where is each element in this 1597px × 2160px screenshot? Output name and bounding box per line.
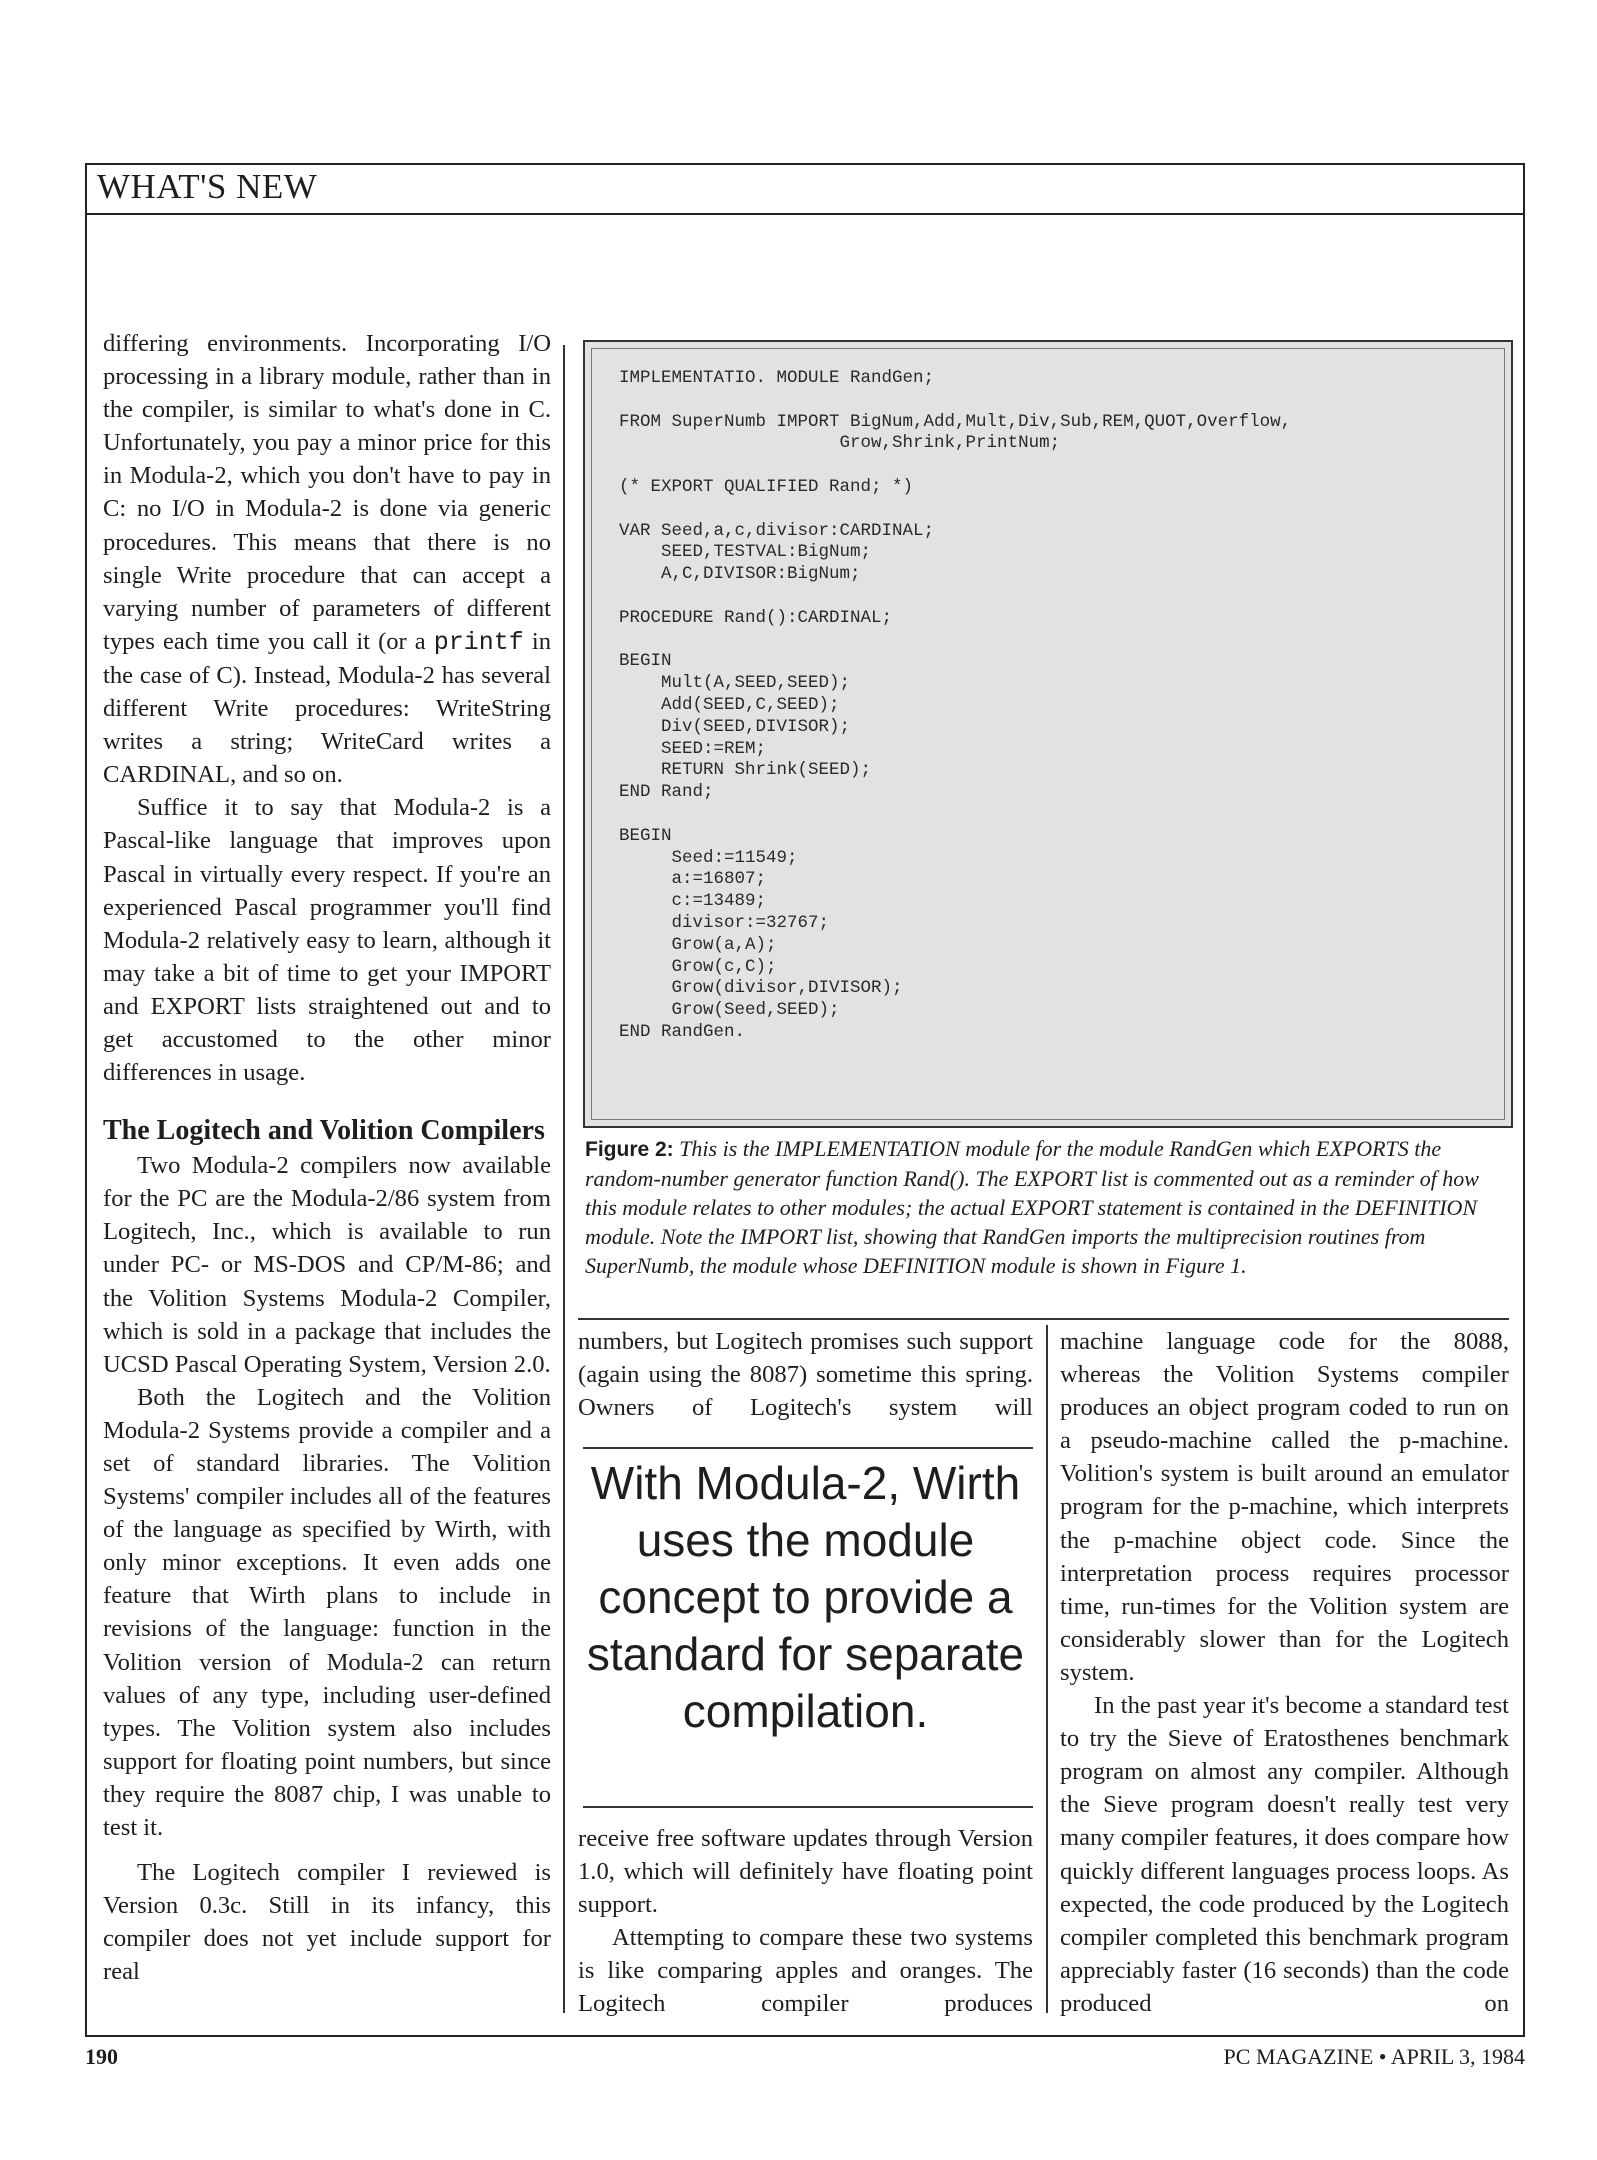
- pullquote-bottom-rule: [583, 1806, 1033, 1808]
- section-title: WHAT'S NEW: [97, 167, 318, 206]
- paragraph: numbers, but Logitech promises such support (again using the 8087) sometime this spring. Owners of Logitech's system will: [578, 1328, 1033, 1422]
- paragraph: machine language code for the 8088, whereas the Volition Systems compiler produces an object program coded to run on a pseudo-machine called the p-machine. Volition's system is built around an emulator program for the p-machine, which interprets the p-machine object code. Since the interpretation process requires processor time, run-times for the Volition system are considerably slower than for the Logitech system.: [1060, 1328, 1509, 1686]
- column-divider: [1046, 1325, 1048, 2013]
- figure-caption-text: This is the IMPLEMENTATION module for the module RandGen which EXPORTS the random-number generator function Rand(). The EXPORT list is commented out as a reminder of how this module relates to other modules; the actual EXPORT statement is contained in the DEFINITION module. Note the IMPORT list, showing that RandGen imports the multiprecision routines from SuperNumb, the module whose DEFINITION module is shown in Figure 1.: [585, 1136, 1479, 1278]
- paragraph: Two Modula-2 compilers now available for the PC are the Modula-2/86 system from Logitech, Inc., which is available to run under PC- or MS-DOS and CP/M-86; and the Volition Systems Modula-2 Compiler, which is sold in a package that includes the UCSD Pascal Operating System, Version 2.0.: [103, 1152, 551, 1378]
- article-column-1: [103, 327, 551, 1989]
- column-divider: [563, 345, 565, 2013]
- publication-line: PC MAGAZINE • APRIL 3, 1984: [1223, 2044, 1525, 2069]
- subheading: The Logitech and Volition Compilers: [103, 1115, 545, 1147]
- paragraph: differing environments. Incorporating I/O processing in a library module, rather than in the compiler, is similar to what's done in C. Unfortunately, you pay a minor price for this in Modula-2, which you don't have to pay in C: no I/O in Modula-2 is done via generic procedures. This means that there is no single Write procedure that can accept a varying number of parameters of different types each time you call it (or a printf in the case of C). Instead, Modula-2 has several different Write procedures: WriteString writes a string; WriteCard writes a CARDINAL, and so on.: [103, 330, 552, 789]
- paragraph: Attempting to compare these two systems is like comparing apples and oranges. The Logitech compiler produces: [578, 1924, 1033, 2018]
- pullquote-top-rule: [583, 1447, 1033, 1449]
- figure-label: Figure 2:: [585, 1138, 674, 1161]
- inline-code: printf: [433, 627, 524, 657]
- paragraph: Both the Logitech and the Volition Modula-2 Systems provide a compiler and a set of standard libraries. The Volition Systems' compiler includes all of the features of the language as specified by Wirth, with only minor exceptions. It even adds one feature that Wirth plans to include in revisions of the language: function in the Volition version of Modula-2 can return values of any type, including user-defined types. The Volition system also includes support for floating point numbers, but since they require the 8087 chip, I was unable to test it.: [103, 1383, 551, 1842]
- figure-caption: [585, 1134, 1510, 1280]
- pull-quote: With Modula-2, Wirth uses the module concept to provide a standard for separate compilation.: [586, 1457, 1025, 1737]
- paragraph: In the past year it's become a standard test to try the Sieve of Eratosthenes benchmark program on almost any compiler. Although the Sieve program doesn't really test very many compiler features, it does compare how quickly different languages process loops. As expected, the code produced by the Logitech compiler completed this benchmark program appreciably faster (16 seconds) than the code produced on: [1060, 1692, 1509, 2017]
- page-number: 190: [85, 2044, 118, 2069]
- article-column-3-continued: [578, 1822, 1033, 2021]
- paragraph: The Logitech compiler I reviewed is Version 0.3c. Still in its infancy, this compiler does not yet include support for real: [103, 1859, 551, 1986]
- paragraph: receive free software updates through Version 1.0, which will definitely have floating point support.: [578, 1825, 1033, 1919]
- code-listing: IMPLEMENTATIO. MODULE RandGen; FROM SuperNumb IMPORT BigNum,Add,Mult,Div,Sub,REM,QUOT,Overflow, Grow,Shrink,PrintNum; (* EXPORT QUALIFIED Rand; *) VAR Seed,a,c,divisor:CARDINAL; SEED,TESTVAL:BigNum; A,C,DIVISOR:BigNum; PROCEDURE Rand():CARDINAL; BEGIN Mult(A,SEED,SEED); Add(SEED,C,SEED); Div(SEED,DIVISOR); SEED:=REM; RETURN Shrink(SEED); END Rand; BEGIN Seed:=11549; a:=16807; c:=13489; divisor:=32767; Grow(a,A); Grow(c,C); Grow(divisor,DIVISOR); Grow(Seed,SEED); END RandGen.: [619, 368, 1292, 1042]
- paragraph: Suffice it to say that Modula-2 is a Pascal-like language that improves upon Pascal in virtually every respect. If you're an experienced Pascal programmer you'll find Modula-2 relatively easy to learn, although it may take a bit of time to get your IMPORT and EXPORT lists straightened out and to get accustomed to the other minor differences in usage.: [103, 794, 551, 1087]
- article-column-3: [578, 1325, 1033, 1424]
- article-column-4: [1060, 1325, 1509, 2020]
- caption-divider: [578, 1318, 1509, 1320]
